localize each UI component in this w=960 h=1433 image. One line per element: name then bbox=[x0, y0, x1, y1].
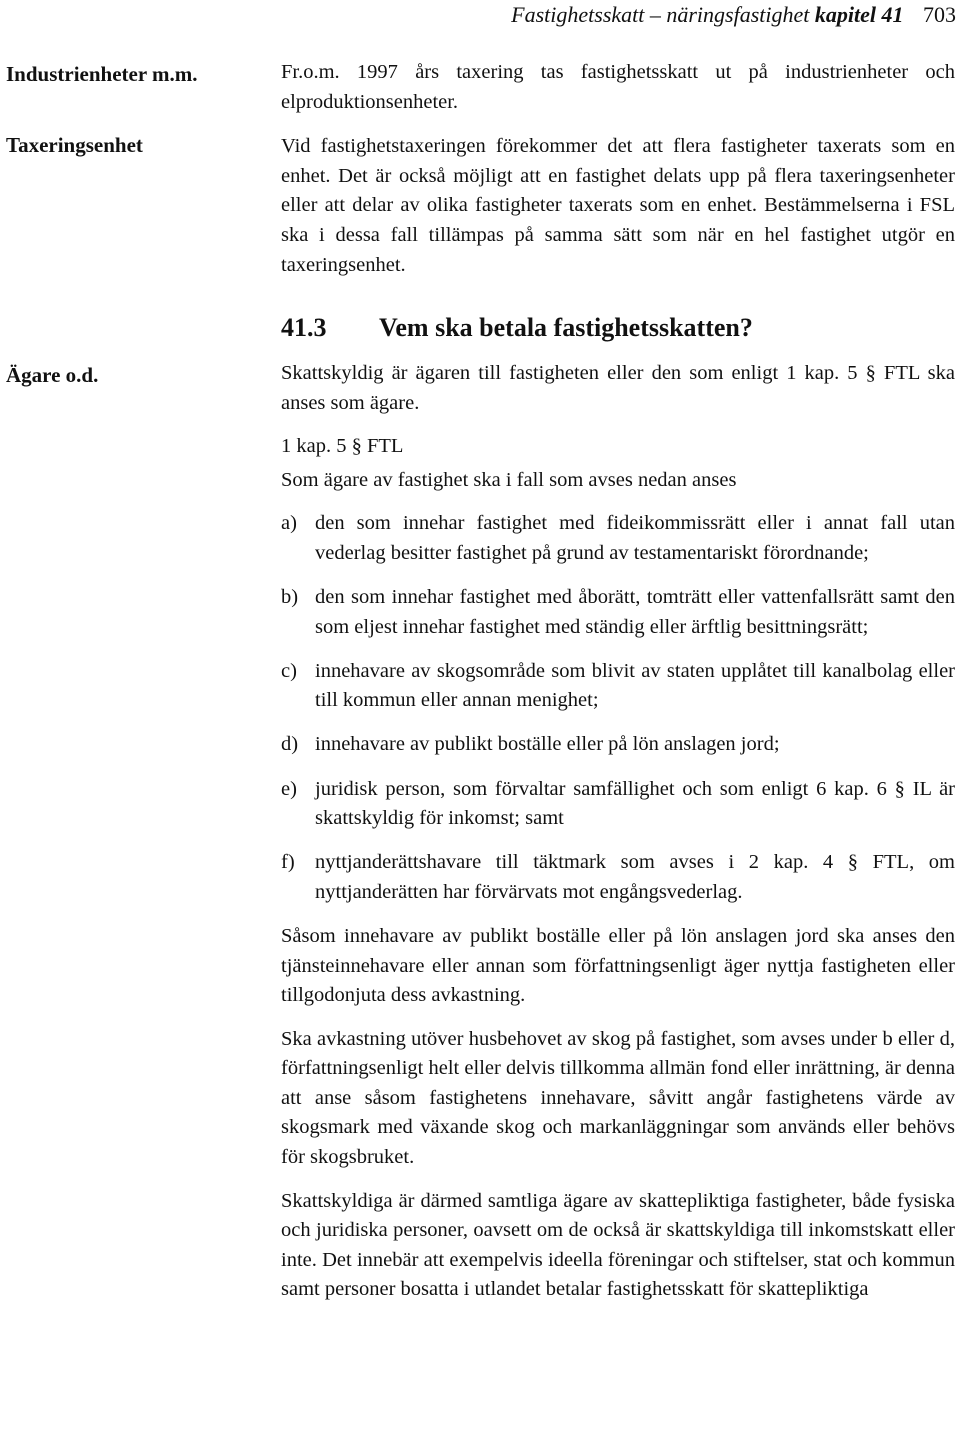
running-header bbox=[511, 2, 956, 28]
law-citation: 1 kap. 5 § FTL bbox=[281, 435, 404, 458]
paragraph-industrienheter: Fr.o.m. 1997 års taxering tas fastighetsskatt ut på industrienheter och elproduktionsenheter. bbox=[281, 61, 955, 113]
list-marker: b) bbox=[281, 586, 299, 609]
body-text bbox=[281, 359, 955, 1305]
section-number: 41.3 bbox=[281, 313, 327, 342]
page-number: 703 bbox=[923, 2, 956, 27]
paragraph-avkastning: Ska avkastning utöver husbehovet av skog på fastighet, som avses under b eller d, författningsenligt helt eller delvis tillkomma allmän fond eller inrättning, är denna att anse såsom fastighetens innehavare, såvitt angår fastighetens värde av skogsmark med växande skog och markanläggningar som används eller behövs för skogsbruket. bbox=[281, 1027, 955, 1169]
list-marker: a) bbox=[281, 512, 297, 535]
law-intro: Som ägare av fastighet ska i fall som avses nedan anses bbox=[281, 468, 737, 491]
list-item bbox=[281, 848, 955, 907]
list-item-text: innehavare av skogsområde som blivit av staten upplåtet till kanalbolag eller till kommun eller annan menighet; bbox=[315, 659, 955, 712]
header-chapter: kapitel 41 bbox=[814, 2, 904, 27]
list-item-text: den som innehar fastighet med åborätt, tomträtt eller vattenfallsrätt samt den som eljest innehar fastighet med ständig eller ärftlig besittningsrätt; bbox=[315, 586, 955, 638]
paragraph-skattskyldiga: Skattskyldiga är därmed samtliga ägare av skattepliktiga fastigheter, både fysiska och juridiska personer, oavsett om de också är skattskyldiga till inkomstskatt eller inte. Det innebär att exempelvis ideella föreningar och stiftelser, stat och kommun samt personer bosatta i utlandet betalar fastighetsskatt för skattepliktiga bbox=[281, 1189, 955, 1301]
margin-note-industrienheter: Industrienheter m.m. bbox=[6, 62, 198, 86]
header-title: Fastighetsskatt – näringsfastighet bbox=[511, 2, 810, 27]
list-item-text: innehavare av publikt boställe eller på lön anslagen jord; bbox=[315, 733, 780, 756]
intro-text bbox=[281, 58, 955, 280]
list-item bbox=[281, 657, 955, 716]
list-marker: c) bbox=[281, 659, 297, 682]
paragraph-publikt-bostalle: Såsom innehavare av publikt boställe eller på lön anslagen jord ska anses den tjänsteinnehavare eller annan som författningsenligt äger nyttja fastigheten eller tillgodonjuta dess avkastning. bbox=[281, 924, 955, 1007]
margin-note-agare: Ägare o.d. bbox=[6, 363, 99, 387]
list-item bbox=[281, 509, 955, 568]
margin-note-taxeringsenhet: Taxeringsenhet bbox=[6, 133, 143, 157]
section-title: Vem ska betala fastighetsskatten? bbox=[379, 313, 753, 342]
list-marker: e) bbox=[281, 777, 297, 800]
list-item-text: den som innehar fastighet med fideikommissrätt eller i annat fall utan vederlag besitter fastighet på grund av testamentariskt förordnande; bbox=[315, 512, 955, 564]
section-heading bbox=[281, 312, 753, 344]
list-item bbox=[281, 730, 955, 760]
list-item bbox=[281, 775, 955, 834]
paragraph-skattskyldig: Skattskyldig är ägaren till fastigheten eller den som enligt 1 kap. 5 § FTL ska anses som ägare. bbox=[281, 362, 955, 414]
law-list bbox=[281, 509, 955, 907]
paragraph-taxeringsenhet: Vid fastighetstaxeringen förekommer det att flera fastigheter taxerats som en enhet. Det är också möjligt att en fastighet delats upp på flera taxeringsenheter eller att delar av olika fastigheter taxerats som en enhet. Bestämmelserna i FSL ska i dessa fall tillämpas på samma sätt som när en hel fastighet utgör en taxeringsenhet. bbox=[281, 135, 955, 276]
list-item-text: juridisk person, som förvaltar samfällighet och som enligt 6 kap. 6 § IL är skattskyldig för inkomst; samt bbox=[315, 777, 955, 830]
list-item bbox=[281, 583, 955, 642]
list-marker: f) bbox=[281, 851, 295, 874]
list-marker: d) bbox=[281, 733, 299, 756]
list-item-text: nyttjanderättshavare till täktmark som avses i 2 kap. 4 § FTL, om nyttjanderätten har förvärvats mot engångsvederlag. bbox=[315, 851, 955, 903]
